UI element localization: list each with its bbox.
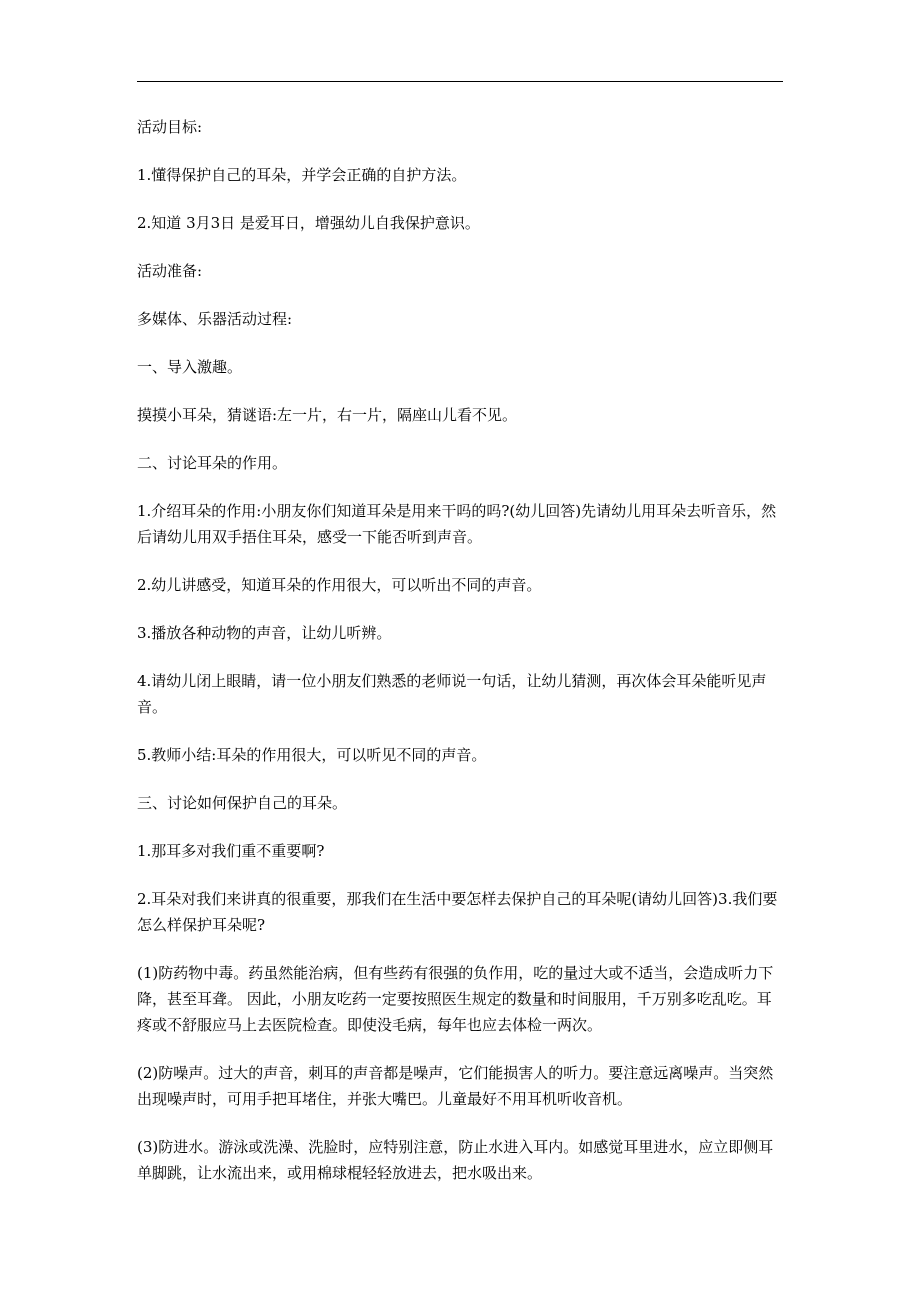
header-rule [137,81,783,82]
step-3-item-2: 2.耳朵对我们来讲真的很重要，那我们在生活中要怎样去保护自己的耳朵呢(请幼儿回答)3.我们要怎么样保护耳朵呢? [137,890,778,934]
document-body [137,114,783,1208]
step-2-item-2: 2.幼儿讲感受，知道耳朵的作用很大，可以听出不同的声音。 [137,576,542,594]
goal-item-2: 2.知道 3月3日 是爱耳日，增强幼儿自我保护意识。 [137,214,480,232]
step-1-text: 摸摸小耳朵，猜谜语:左一片，右一片，隔座山儿看不见。 [137,406,518,424]
step-heading-3: 三、讨论如何保护自己的耳朵。 [137,794,348,812]
step-2-item-1: 1.介绍耳朵的作用:小朋友你们知道耳朵是用来干吗的吗?(幼儿回答)先请幼儿用耳朵去听音乐，然后请幼儿用双手捂住耳朵，感受一下能否听到声音。 [137,502,777,546]
step-2-item-5: 5.教师小结:耳朵的作用很大，可以听见不同的声音。 [137,746,487,764]
step-heading-1: 一、导入激趣。 [137,358,243,376]
step-3-item-1: 1.那耳多对我们重不重要啊? [137,842,325,860]
section-heading-goals: 活动目标: [137,118,203,136]
step-2-item-3: 3.播放各种动物的声音，让幼儿听辨。 [137,624,392,642]
preparation-text: 多媒体、乐器活动过程: [137,310,293,328]
goal-item-1: 1.懂得保护自己的耳朵，并学会正确的自护方法。 [137,166,467,184]
section-heading-preparation: 活动准备: [137,262,203,280]
step-3-item-water: (3)防进水。游泳或洗澡、洗脸时，应特别注意，防止水进入耳内。如感觉耳里进水，应立即侧耳单脚跳，让水流出来，或用棉球棍轻轻放进去，把水吸出来。 [137,1138,774,1182]
step-3-item-medicine: (1)防药物中毒。药虽然能治病，但有些药有很强的负作用，吃的量过大或不适当，会造成听力下降，甚至耳聋。 因此，小朋友吃药一定要按照医生规定的数量和时间服用，千万别多吃乱吃。耳疼或不舒服应马上去医院检查。即使没毛病，每年也应去体检一两次。 [137,964,774,1034]
step-3-item-noise: (2)防噪声。过大的声音，刺耳的声音都是噪声，它们能损害人的听力。要注意远离噪声。当突然出现噪声时，可用手把耳堵住，并张大嘴巴。儿童最好不用耳机听收音机。 [137,1064,774,1108]
step-2-item-4: 4.请幼儿闭上眼睛，请一位小朋友们熟悉的老师说一句话，让幼儿猜测，再次体会耳朵能听见声音。 [137,672,767,716]
step-heading-2: 二、讨论耳朵的作用。 [137,454,288,472]
